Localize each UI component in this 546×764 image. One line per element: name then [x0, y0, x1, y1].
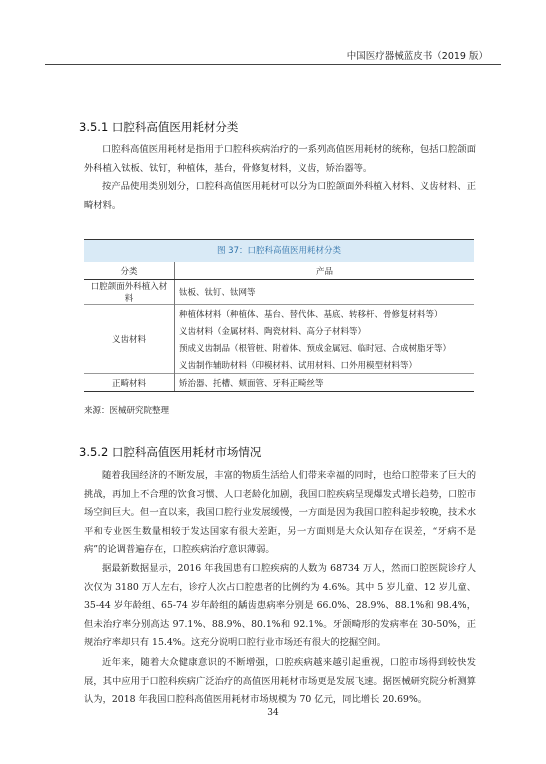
table-cell-products: 义齿材料（金属材料、陶瓷材料、高分子材料等） — [179, 326, 367, 337]
paragraph: 口腔科高值医用耗材是指用于口腔科疾病治疗的一系列高值医用耗材的统称，包括口腔颌面外科植入钛板、钛钉，种植体，基台，骨修复材料，义齿，矫治器等。 — [84, 144, 476, 174]
table-cell-products: 钛板、钛钉、钛网等 — [175, 280, 475, 305]
table-cell-products: 矫治器、托槽、颊面管、牙科正畸丝等 — [175, 374, 475, 392]
header-title: 中国医疗器械蓝皮书（2019 版） — [346, 51, 488, 62]
paragraph: 随着我国经济的不断发展，丰富的物质生活给人们带来幸福的同时，也给口腔带来了巨大的挑战，再加上不合理的饮食习惯、人口老龄化加剧，我国口腔疾病呈现爆发式增长趋势，口腔市场空间巨大。但一直以来，我国口腔行业发展缓慢，一方面是因为我国口腔科起步较晚，技术水平和专业医生数量相较于发达国家有很大差距，另一方面则是大众认知存在误差，“牙病不是病”的论调普遍存在，口腔疾病治疗意识薄弱。 — [84, 470, 476, 556]
table-source: 来源：医械研究院整理 — [84, 406, 170, 416]
paragraph: 据最新数据显示，2016 年我国患有口腔疾病的人数为 68734 万人，然而口腔医院诊疗人次仅为 3180 万人左右，诊疗人次占口腔患者的比例约为 4.6%。其中 5 岁儿童、12 岁儿童、35-44 岁年龄组、65-74 岁年龄组的龋齿患病率分别是 66.0%、28.9%、88.1%和 98.4%，但未治疗率分别高达 97.1%、88.9%、80.1%和 92.1%。牙颌畸形的发病率在 30-50%，正规治疗率却只有 15.4%。这充分说明口腔行业市场还有很大的挖掘空间。 — [84, 563, 476, 649]
classification-table — [84, 239, 474, 392]
table-title: 图 37：口腔科高值医用耗材分类 — [84, 239, 474, 262]
table-header-category: 分类 — [84, 262, 175, 280]
table-row — [84, 305, 474, 323]
table-cell-category: 义齿材料 — [84, 305, 175, 374]
section-heading-3-5-2: 3.5.2 口腔科高值医用耗材市场情况 — [79, 445, 262, 459]
table-cell-category: 口腔颌面外科植入材料 — [84, 280, 175, 305]
table-cell-category: 正畸材料 — [84, 374, 175, 392]
table-row — [84, 374, 474, 392]
table-cell-products: 种植体材料（种植体、基台、替代体、基底、转移杆、骨修复材料等） — [175, 305, 475, 323]
page-number: 34 — [267, 708, 279, 718]
paragraph: 近年来，随着大众健康意识的不断增强，口腔疾病越来越引起重视，口腔市场得到较快发展，其中应用于口腔科疾病广泛治疗的高值医用耗材市场更是发展飞速。据医械研究院分析测算认为，2018 年我国口腔科高值医用耗材市场规模为 70 亿元，同比增长 20.69%。 — [84, 657, 476, 706]
table-cell-products: 义齿制作辅助材料（印模材料、试用材料、口外用模型材料等） — [179, 360, 418, 371]
paragraph: 按产品使用类别划分，口腔科高值医用耗材可以分为口腔颌面外科植入材料、义齿材料、正畸材料。 — [84, 181, 476, 211]
header-divider — [45, 64, 501, 65]
table-header-products: 产品 — [175, 262, 475, 280]
table-cell-products: 预成义齿制品（根管桩、附着体、预成金属冠、临时冠、合成树脂牙等） — [179, 343, 452, 354]
section-heading-3-5-1: 3.5.1 口腔科高值医用耗材分类 — [79, 120, 239, 134]
table-row — [84, 280, 474, 305]
